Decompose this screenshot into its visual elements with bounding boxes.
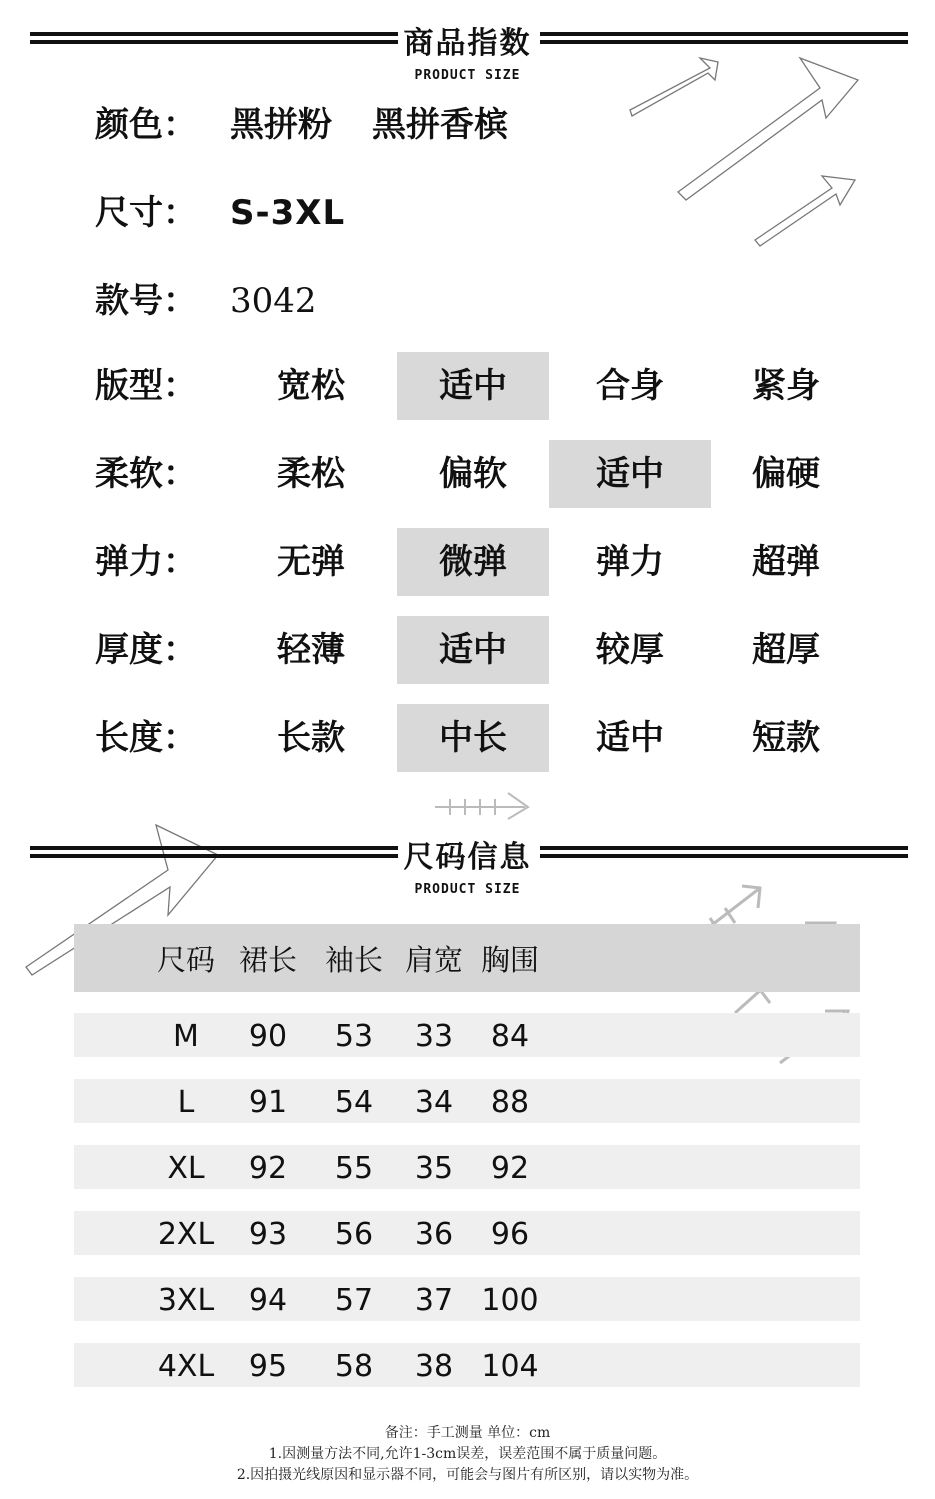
measure-cell: 57	[334, 1283, 374, 1318]
note-line: 备注：手工测量 单位：cm	[384, 1425, 551, 1441]
measure-cell: 56	[334, 1217, 374, 1252]
measure-cell: 53	[334, 1019, 374, 1054]
measure-cell: 90	[248, 1019, 288, 1054]
header-cell: 胸围	[480, 943, 539, 977]
section-title: 尺码信息	[0, 832, 935, 876]
table-row	[74, 1145, 860, 1189]
attribute-option: 偏软	[439, 454, 507, 494]
size-section-header	[0, 834, 935, 904]
color-values	[230, 95, 508, 155]
attribute-label: 长度：	[95, 718, 197, 758]
attribute-option: 紧身	[752, 366, 820, 406]
attribute-label: 版型：	[95, 366, 197, 406]
attribute-option: 超厚	[752, 630, 820, 670]
table-row	[74, 1277, 860, 1321]
style-number-label: 款号：	[95, 281, 197, 321]
size-cell: XL	[167, 1151, 205, 1186]
measure-cell: 96	[490, 1217, 530, 1252]
measure-cell: 58	[334, 1349, 374, 1384]
measure-cell: 38	[414, 1349, 454, 1384]
size-table-header	[74, 924, 860, 992]
attribute-option: 短款	[752, 718, 820, 758]
attribute-option: 柔松	[277, 454, 345, 494]
measure-cell: 37	[414, 1283, 454, 1318]
product-section-header	[0, 20, 935, 90]
attribute-option: 轻薄	[277, 630, 345, 670]
measure-cell: 84	[490, 1019, 530, 1054]
attribute-row	[0, 440, 935, 508]
attribute-option: 较厚	[596, 630, 664, 670]
measure-cell: 55	[334, 1151, 374, 1186]
table-row	[74, 1079, 860, 1123]
measure-cell: 92	[490, 1151, 530, 1186]
size-cell: M	[173, 1019, 199, 1054]
color-label: 颜色：	[95, 105, 197, 145]
attribute-option-selected: 适中	[397, 616, 549, 684]
attribute-option: 超弹	[752, 542, 820, 582]
measure-cell: 104	[481, 1349, 539, 1384]
attribute-row	[0, 528, 935, 596]
header-cell: 袖长	[324, 943, 383, 977]
size-value: S-3XL	[230, 193, 346, 233]
attribute-option: 无弹	[277, 542, 345, 582]
header-cell: 肩宽	[404, 943, 463, 977]
table-row	[74, 1013, 860, 1057]
size-cell: 4XL	[157, 1349, 215, 1384]
color-value: 黑拼粉	[230, 105, 332, 145]
measure-cell: 100	[481, 1283, 539, 1318]
notes	[0, 1423, 935, 1486]
attribute-option-selected: 中长	[397, 704, 549, 772]
table-row	[74, 1343, 860, 1387]
note-line: 1.因测量方法不同,允许1-3cm误差，误差范围不属于质量问题。	[268, 1446, 667, 1462]
measure-cell: 91	[248, 1085, 288, 1120]
attribute-row	[0, 704, 935, 772]
attribute-option: 合身	[596, 366, 664, 406]
attribute-option-selected: 适中	[549, 440, 711, 508]
measure-cell: 34	[414, 1085, 454, 1120]
measure-cell: 94	[248, 1283, 288, 1318]
measure-cell: 35	[414, 1151, 454, 1186]
color-value: 黑拼香槟	[372, 105, 508, 145]
measure-cell: 92	[248, 1151, 288, 1186]
size-cell: L	[177, 1085, 195, 1120]
size-cell: 3XL	[157, 1283, 215, 1318]
section-subtitle: PRODUCT SIZE	[414, 68, 521, 83]
style-number-value: 3042	[230, 281, 317, 321]
measure-cell: 93	[248, 1217, 288, 1252]
attribute-option-selected: 微弹	[397, 528, 549, 596]
table-row	[74, 1211, 860, 1255]
measure-cell: 54	[334, 1085, 374, 1120]
attribute-label: 弹力：	[95, 542, 197, 582]
attribute-option: 偏硬	[752, 454, 820, 494]
attribute-option: 长款	[277, 718, 345, 758]
attribute-option: 宽松	[277, 366, 345, 406]
section-subtitle: PRODUCT SIZE	[414, 882, 521, 897]
measure-cell: 36	[414, 1217, 454, 1252]
attribute-option-selected: 适中	[397, 352, 549, 420]
attribute-row	[0, 352, 935, 420]
header-cell: 尺码	[156, 943, 215, 977]
attribute-row	[0, 616, 935, 684]
measure-cell: 88	[490, 1085, 530, 1120]
size-label: 尺寸：	[95, 193, 197, 233]
note-line: 2.因拍摄光线原因和显示器不同，可能会与图片有所区别，请以实物为准。	[236, 1467, 699, 1483]
attribute-label: 厚度：	[95, 630, 197, 670]
attribute-option: 适中	[596, 718, 664, 758]
measure-cell: 95	[248, 1349, 288, 1384]
header-cell: 裙长	[238, 943, 297, 977]
arrow-doodle-icon	[430, 785, 540, 825]
size-cell: 2XL	[157, 1217, 215, 1252]
attribute-label: 柔软：	[95, 454, 197, 494]
measure-cell: 33	[414, 1019, 454, 1054]
section-title: 商品指数	[0, 18, 935, 62]
attribute-option: 弹力	[596, 542, 664, 582]
